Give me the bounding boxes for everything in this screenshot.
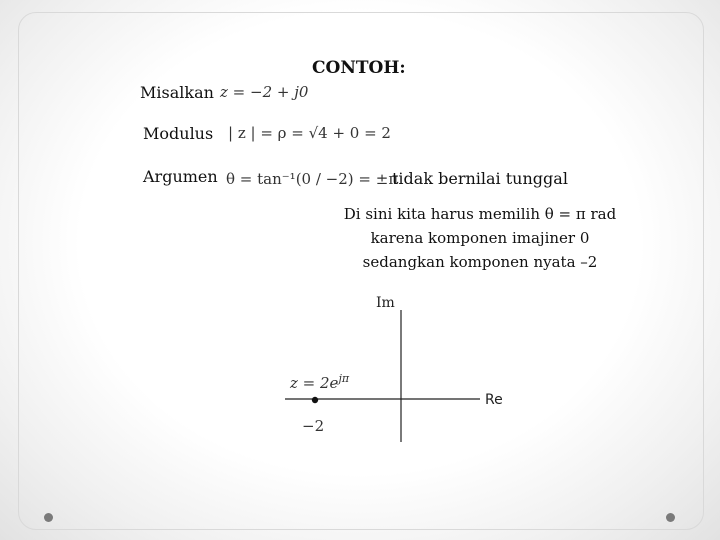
re-axis-label: Re	[485, 392, 503, 408]
point-z-label	[290, 372, 349, 392]
point-z-exponent: jπ	[338, 372, 350, 385]
misalkan-label: Misalkan	[140, 83, 214, 102]
im-axis-label: Im	[376, 295, 395, 311]
modulus-label: Modulus	[143, 124, 214, 143]
tick-label-neg2: −2	[302, 417, 325, 435]
argumen-label: Argumen	[143, 167, 218, 186]
argumen-equation: θ = tan⁻¹(0 / −2) = ±π	[226, 170, 399, 188]
modulus-equation: | z | = ρ = √4 + 0 = 2	[228, 124, 391, 142]
argumen-remark: tidak bernilai tunggal	[392, 169, 568, 188]
point-z	[312, 397, 318, 403]
misalkan-equation: z = −2 + j0	[220, 83, 309, 101]
note-line-2: karena komponen imajiner 0	[370, 229, 590, 247]
slide-title: CONTOH:	[312, 58, 406, 78]
note-line-3: sedangkan komponen nyata –2	[362, 253, 598, 271]
note-line-1: Di sini kita harus memilih θ = π rad	[343, 205, 617, 223]
point-z-base: z = 2e	[290, 374, 339, 392]
